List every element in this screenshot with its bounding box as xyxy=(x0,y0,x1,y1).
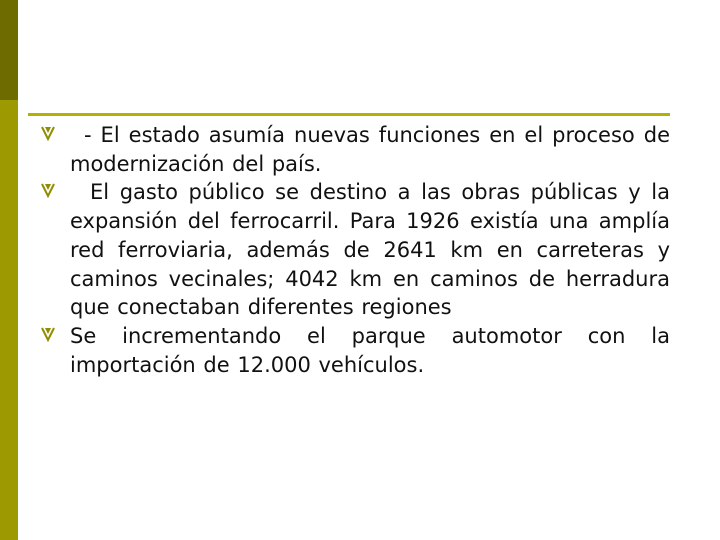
diamond-v-bullet-icon xyxy=(40,326,56,342)
bullet-text-2: El gasto público se destino a las obras públicas y la expansión del ferrocarril. Para 1926 existía una amplía red ferroviaria, además de 2641 km en carreteras y caminos vecinales; 4042 km en caminos de herradura que conectaban diferentes regiones xyxy=(70,180,670,320)
left-accent-bar-dark-segment xyxy=(0,0,18,100)
bullet-text-3: Se incrementando el parque automotor con la importación de 12.000 vehículos. xyxy=(70,323,670,377)
diamond-v-bullet-icon xyxy=(40,182,56,198)
bullet-text-1: - El estado asumía nuevas funciones en el proceso de modernización del país. xyxy=(70,123,670,176)
bullet-item-1 xyxy=(40,121,670,178)
bullet-item-2 xyxy=(40,178,670,322)
title-divider-line xyxy=(28,113,670,116)
diamond-v-bullet-icon xyxy=(40,125,56,141)
bullet-item-3 xyxy=(40,322,670,379)
bullet-list xyxy=(40,121,670,379)
